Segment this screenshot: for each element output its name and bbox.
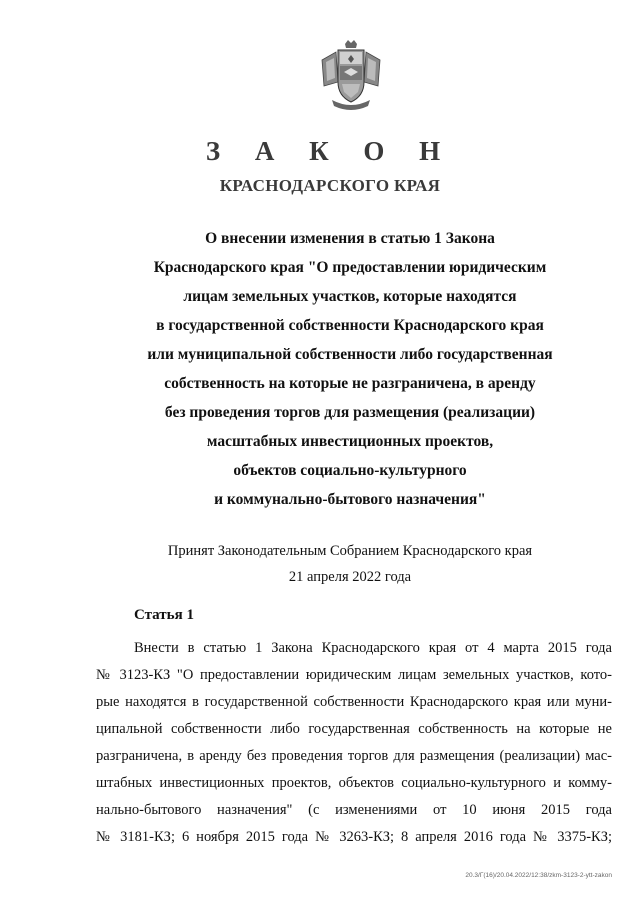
law-title: [100, 224, 600, 514]
title-line: Краснодарского края "О предоставлении юридическим: [153, 259, 547, 276]
title-line: О внесении изменения в статью 1 Закона: [205, 230, 495, 247]
title-line: в государственной собственности Краснодарского края: [156, 317, 544, 334]
title-line: и коммунально-бытового назначения": [214, 491, 486, 508]
article-heading: Статья 1: [134, 607, 194, 623]
title-line: лицам земельных участков, которые находятся: [183, 288, 517, 305]
adoption-date: 21 апреля 2022 года: [288, 569, 412, 585]
body-line: ципальной собственности либо государственная собственность на которые не: [96, 721, 612, 737]
body-line: № 3123-КЗ "О предоставлении юридическим лицам земельных участков, кото-: [96, 667, 612, 683]
adoption-line: Принят Законодательным Собранием Краснодарского края: [167, 543, 533, 559]
adoption-note: [100, 538, 600, 590]
law-heading: З А К О Н: [205, 136, 455, 166]
body-line: рые находятся в государственной собственности Краснодарского края или муни-: [96, 694, 612, 710]
region-heading: КРАСНОДАРСКОГО КРАЯ: [219, 176, 441, 195]
title-line: масштабных инвестиционных проектов,: [206, 433, 494, 450]
body-line: разграничена, в аренду без проведения торгов для размещения (реализации) мас-: [96, 748, 612, 764]
body-line: Внести в статью 1 Закона Краснодарского края от 4 марта 2015 года: [134, 640, 612, 656]
body-line: № 3181-КЗ; 6 ноября 2015 года № 3263-КЗ; 8 апреля 2016 года № 3375-КЗ;: [96, 829, 612, 845]
title-line: объектов социально-культурного: [233, 462, 467, 479]
title-line: собственность на которые не разграничена, в аренду: [164, 375, 536, 392]
article-body: [96, 635, 612, 851]
coat-of-arms-icon: [318, 38, 384, 112]
footer-stamp: 20.3/Г(16)/20.04.2022/12:38/zkm-3123-2-ytt-zakon: [465, 872, 612, 879]
body-line: штабных инвестиционных проектов, объектов социально-культурного и комму-: [96, 775, 612, 791]
title-line: или муниципальной собственности либо государственная: [147, 346, 553, 363]
title-line: без проведения торгов для размещения (реализации): [164, 404, 536, 421]
body-line: нально-бытового назначения" (с изменениями от 10 июня 2015 года: [96, 802, 612, 818]
